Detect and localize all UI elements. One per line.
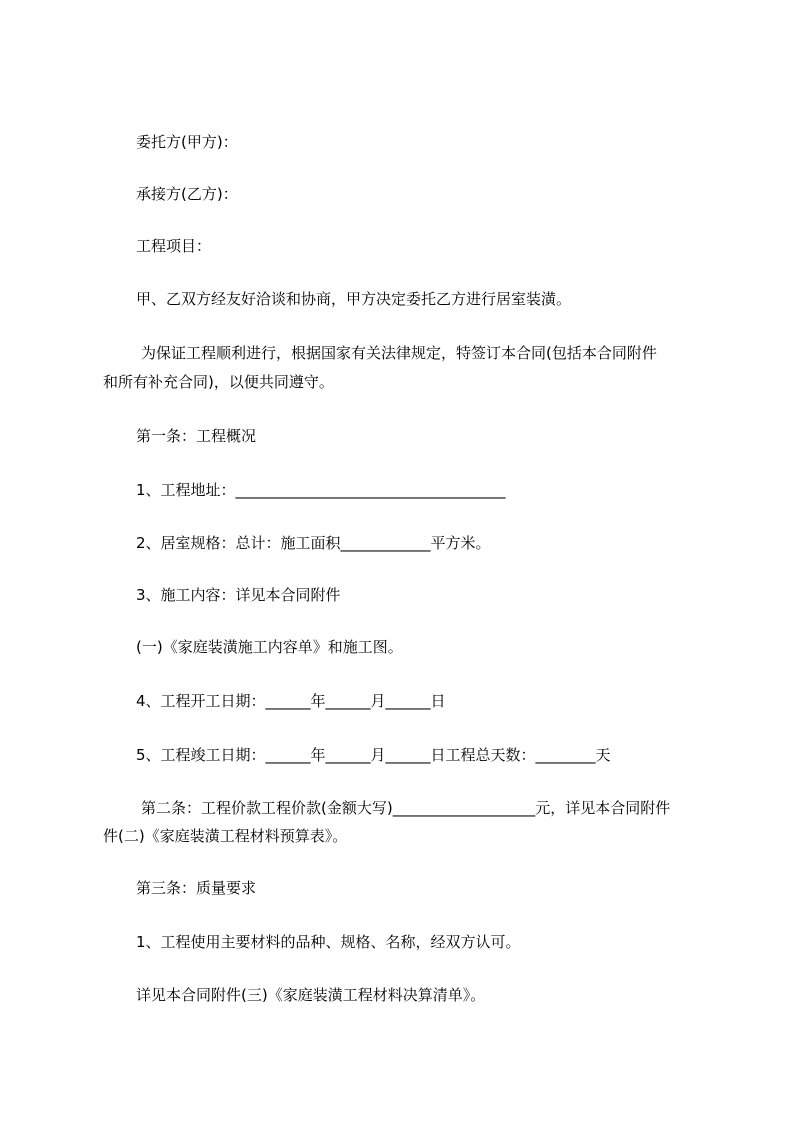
article-3-heading: 第三条：质量要求 [136,879,257,897]
preamble-paragraph: 甲、乙双方经友好洽谈和协商，甲方决定委托乙方进行居室装潢。 [136,290,572,308]
client-party-line: 委托方(甲方)： [136,133,238,151]
contractor-party-line: 承接方(乙方)： [136,185,238,203]
purpose-paragraph-line-1: 为保证工程顺利进行，根据国家有关法律规定，特签订本合同(包括本合同附件 [141,344,657,362]
completion-date-line: 5、工程竣工日期：______年______月______日工程总天数：________天 [136,746,611,764]
materials-approval-line: 1、工程使用主要材料的品种、规格、名称，经双方认可。 [136,933,521,951]
article-2-line-1: 第二条：工程价款工程价款(金额大写)___________________元，详见本合同附件 [141,799,671,817]
project-address-line: 1、工程地址：____________________________________ [136,481,506,499]
article-1-heading: 第一条：工程概况 [136,427,257,445]
appendix-1-line: (一)《家庭装潢施工内容单》和施工图。 [136,638,403,656]
purpose-paragraph-line-2: 和所有补充合同)，以便共同遵守。 [103,373,334,391]
start-date-line: 4、工程开工日期：______年______月______日 [136,692,446,710]
project-name-line: 工程项目： [136,237,212,255]
construction-content-line: 3、施工内容：详见本合同附件 [136,586,341,604]
appendix-3-line: 详见本合同附件(三)《家庭装潢工程材料决算清单》。 [136,986,486,1004]
room-spec-line: 2、居室规格：总计：施工面积____________平方米。 [136,534,491,552]
article-2-line-2: 件(二)《家庭装潢工程材料预算表》。 [103,827,348,845]
